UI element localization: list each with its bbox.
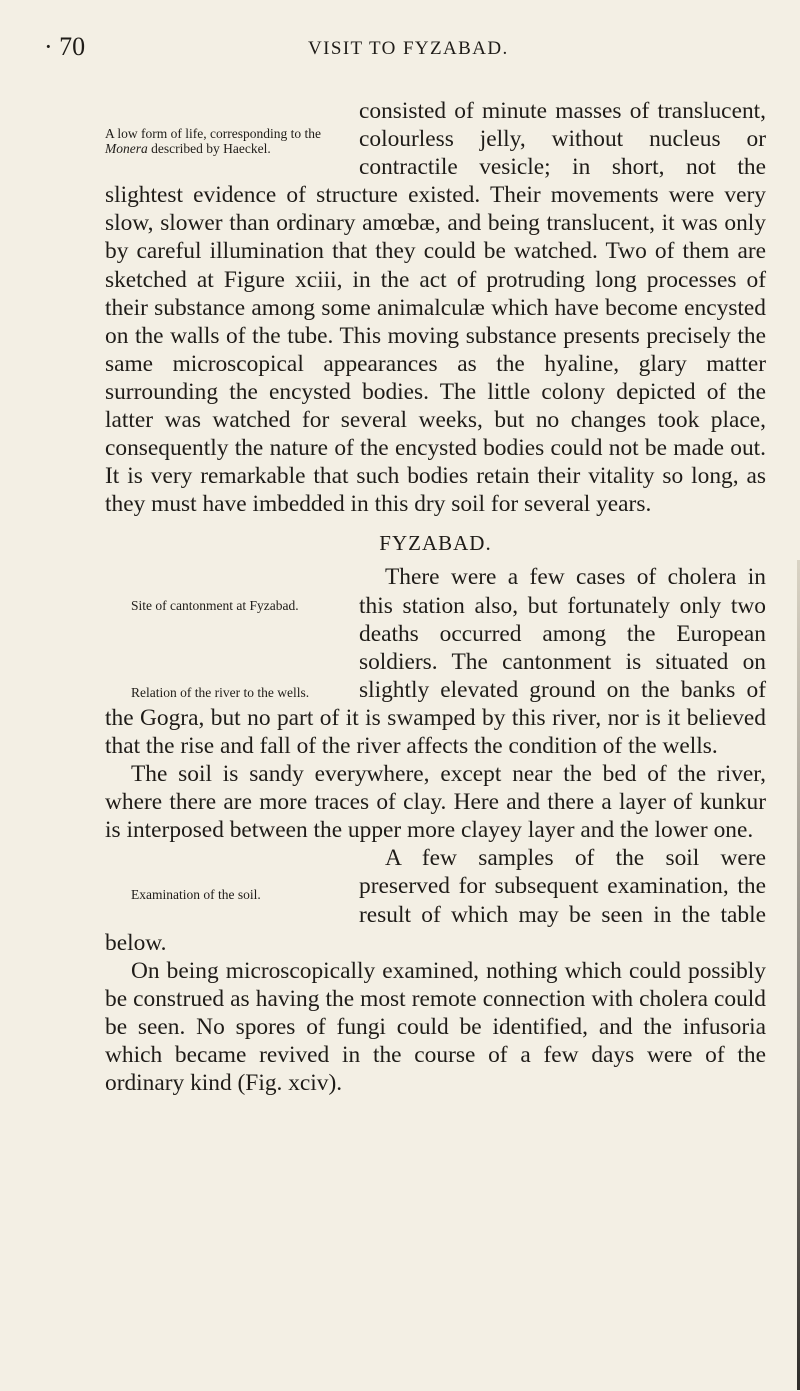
body-text (105, 97, 766, 1097)
paragraph-microscopic: On being microscopically examined, nothing which could possibly be construed as having the most remote connection with cholera could be seen. No spores of fungi could be identified, and the infusoria which became revived in the course of a few days were of the ordinary kind (Fig. xciv). (105, 957, 766, 1097)
paragraph-samples (105, 844, 766, 956)
paragraph-text: There were a few cases of cholera in this station also, but fortunately only two deaths occurred among the European soldiers. The cantonment is situated on slightly elevated ground on the banks of the Gogra, but no part of it is swamped by this river, nor is it believed that the rise and fall of the river affects the condition of the wells. (105, 564, 766, 759)
sidenote-site: Site of cantonment at Fyzabad. (131, 598, 299, 614)
paragraph-cholera-cases (105, 563, 766, 760)
page-header (44, 20, 744, 60)
paragraph-soil: The soil is sandy everywhere, except near the bed of the river, where there are more traces of clay. Here and there a layer of kunkur is interposed between the upper more clayey layer and the lower one. (105, 761, 766, 844)
sidenote-river: Relation of the river to the wells. (131, 684, 310, 700)
paragraph-text: A few samples of the soil were preserved for subsequent examination, the result of which may be seen in the table below. (105, 845, 766, 956)
running-head: VISIT TO FYZABAD. (308, 38, 509, 59)
paragraph-text: consisted of minute masses of translucent, colourless jelly, without nucleus or contractile vesicle; in short, not the slightest evidence of structure existed. Their movements were very slow, slower than ordinary amœbæ, and being translucent, it was only by careful illumination that they could be watched. Two of them are sketched at Figure xciii, in the act of protruding long processes of their substance among some animalculæ which have become encysted on the walls of the tube. This moving substance presents precisely the same microscopical appearances as the hyaline, glary matter surrounding the encysted bodies. The little colony depicted of the latter was watched for several weeks, but no changes took place, consequently the nature of the encysted bodies could not be made out. It is very remarkable that such bodies retain their vitality so long, as they must have imbedded in this dry soil for several years. (105, 98, 766, 518)
sidenote-soil: Examination of the soil. (131, 887, 261, 903)
sidenote-monera: A low form of life, corresponding to the Monera described by Haeckel. (105, 126, 321, 156)
paragraph-encysted-bodies (105, 97, 766, 518)
page-number: · 70 (44, 32, 86, 61)
section-heading: FYZABAD. (379, 531, 492, 556)
